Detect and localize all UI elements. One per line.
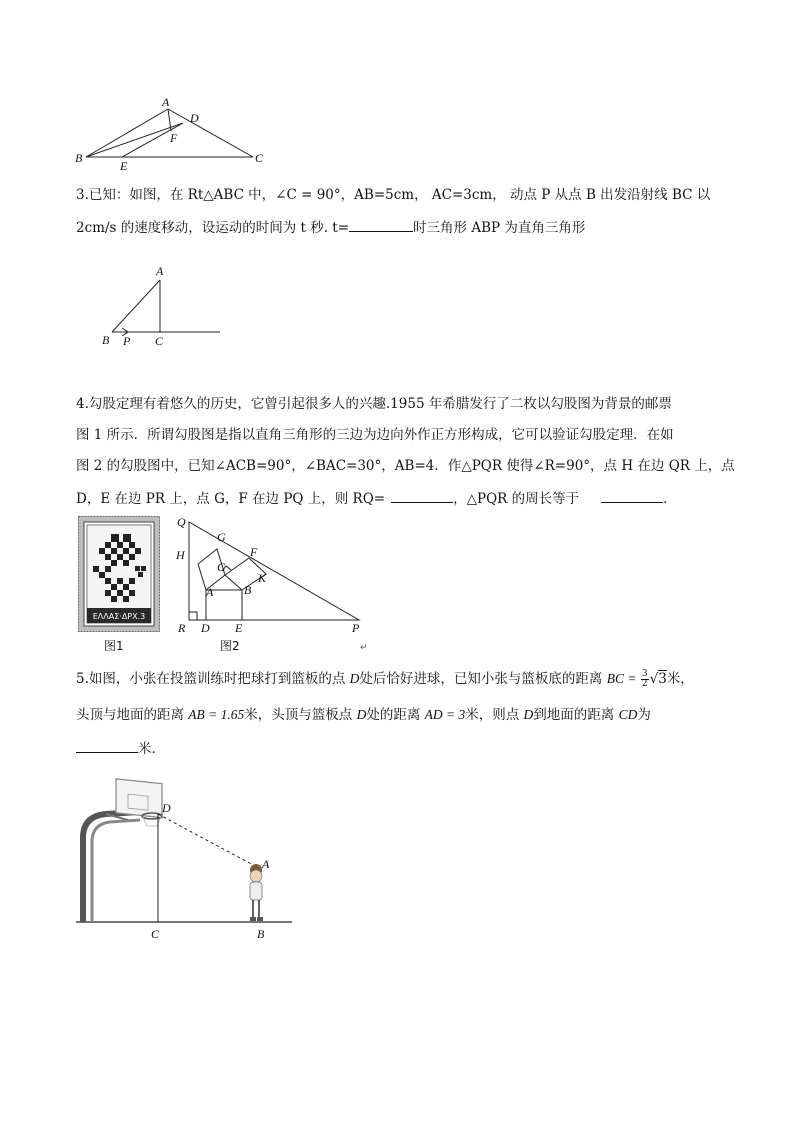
q5-line2-g: 米，则点 — [465, 707, 524, 723]
q3-label-p: P — [123, 334, 131, 348]
q5-line3-text: 米． — [138, 741, 165, 757]
q4-line4 — [76, 488, 677, 508]
q5-line2-i: 到地面的距离 — [533, 707, 619, 723]
q5-bc-expr: BC = — [606, 671, 640, 686]
q4-rq-blank[interactable] — [391, 488, 453, 503]
fig2-label-c: C — [217, 560, 226, 574]
q5-sqrt-sign: √ — [649, 671, 659, 687]
q5-ab-expr: AB = 1.65 — [188, 707, 245, 722]
return-mark-icon: ↵ — [360, 643, 368, 653]
q4-line4-start: D，E 在边 PR 上，点 G，F 在边 PQ 上，则 RQ= — [76, 491, 386, 507]
q5-fraction — [641, 670, 649, 689]
caption-fig2: 图2 — [220, 639, 240, 653]
q5-line2-c: 米，头顶与篮板点 — [244, 707, 357, 723]
fig2-label-q: Q — [177, 515, 186, 529]
figure-1-caption — [100, 636, 140, 656]
figure-q3-triangle — [98, 262, 228, 352]
fig2-label-p: P — [352, 621, 360, 635]
q5-line2-a: 头顶与地面的距离 — [76, 707, 189, 723]
fig2-label-g: G — [217, 530, 226, 544]
q5-fig-label-a: A — [262, 857, 270, 871]
q3-line2-end: 时三角形 ABP 为直角三角形 — [413, 220, 586, 236]
q5-point-d-1: D — [349, 671, 360, 686]
fig2-label-h: H — [176, 548, 185, 562]
label-a: A — [162, 95, 170, 109]
q5-point-d-3: D — [523, 707, 534, 722]
q5-frac-den: 2 — [641, 679, 648, 689]
fig2-label-b: B — [244, 583, 252, 597]
fig2-label-f: F — [250, 545, 258, 559]
q3-label-b: B — [102, 333, 110, 347]
q5-sqrt-val: 3 — [658, 671, 667, 687]
q5-point-d-2: D — [356, 707, 367, 722]
label-c: C — [255, 151, 264, 165]
q3-line2-start: 2cm/s 的速度移动，设运动的时间为 t 秒. t= — [76, 220, 350, 236]
q5-line1-e: 米， — [666, 671, 694, 687]
q3-label-a: A — [156, 264, 164, 278]
q4-line2: 图 1 所示．所谓勾股图是指以直角三角形的三边为边向外作正方形构成，它可以验证勾股定理．在如 — [76, 427, 674, 443]
q5-ad-expr: AD = 3 — [424, 707, 466, 722]
label-f: F — [170, 131, 178, 145]
q4-line4-mid: ，△PQR 的周长等于 — [453, 491, 580, 507]
q5-line1-a: 5.如图，小张在投篮训练时把球打到篮板的点 — [76, 671, 350, 687]
q5-line1 — [76, 670, 694, 689]
q5-line2-e: 处的距离 — [366, 707, 425, 723]
fig2-label-k: K — [258, 571, 267, 585]
figure-triangle-abc-top — [70, 95, 270, 175]
figure-pythagoras-pqr — [170, 514, 370, 634]
q3-answer-blank[interactable] — [349, 217, 413, 232]
q5-line2-k: 为 — [637, 707, 651, 723]
fig2-label-r: R — [178, 621, 186, 635]
q5-answer-blank[interactable] — [76, 738, 138, 753]
q4-perimeter-blank[interactable] — [601, 488, 663, 503]
fig2-label-d: D — [201, 621, 210, 635]
label-e: E — [120, 159, 128, 173]
q4-line1: 4.勾股定理有着悠久的历史，它曾引起很多人的兴趣.1955 年希腊发行了二枚以勾股图为背景的邮票 — [76, 396, 672, 412]
q5-fig-label-b: B — [257, 927, 265, 941]
stamp-text: ΕΛΛΑΣ·ΔΡΧ.3 — [92, 612, 146, 621]
q5-cd-expr: CD — [618, 707, 638, 722]
q4-line3: 图 2 的勾股图中，已知∠ACB=90°，∠BAC=30°，AB=4．作△PQR 使得∠R=90°，点 H 在边 QR 上，点 — [76, 458, 735, 474]
label-d: D — [190, 111, 199, 125]
q3-label-c: C — [155, 334, 164, 348]
q3-line1: 3.已知：如图，在 Rt△ABC 中，∠C = 90°，AB=5cm， AC=3cm， 动点 P 从点 B 出发沿射线 BC 以 — [76, 187, 711, 203]
fig2-label-e: E — [235, 621, 243, 635]
figure-stamp — [78, 516, 160, 632]
label-b: B — [75, 151, 83, 165]
fig2-label-a: A — [206, 585, 214, 599]
q5-line2 — [76, 706, 651, 724]
q5-line3 — [76, 738, 165, 758]
figure-basketball — [70, 766, 300, 946]
figure-2-caption — [216, 636, 366, 656]
q5-fig-label-d: D — [162, 801, 171, 815]
q4-line4-end: ． — [663, 491, 677, 507]
q5-fig-label-c: C — [151, 927, 160, 941]
caption-fig1: 图1 — [104, 639, 124, 653]
q5-line1-c: 处后恰好进球，已知小张与篮板底的距离 — [359, 671, 607, 687]
q3-line2 — [76, 217, 585, 237]
q5-frac-num: 3 — [641, 669, 648, 679]
